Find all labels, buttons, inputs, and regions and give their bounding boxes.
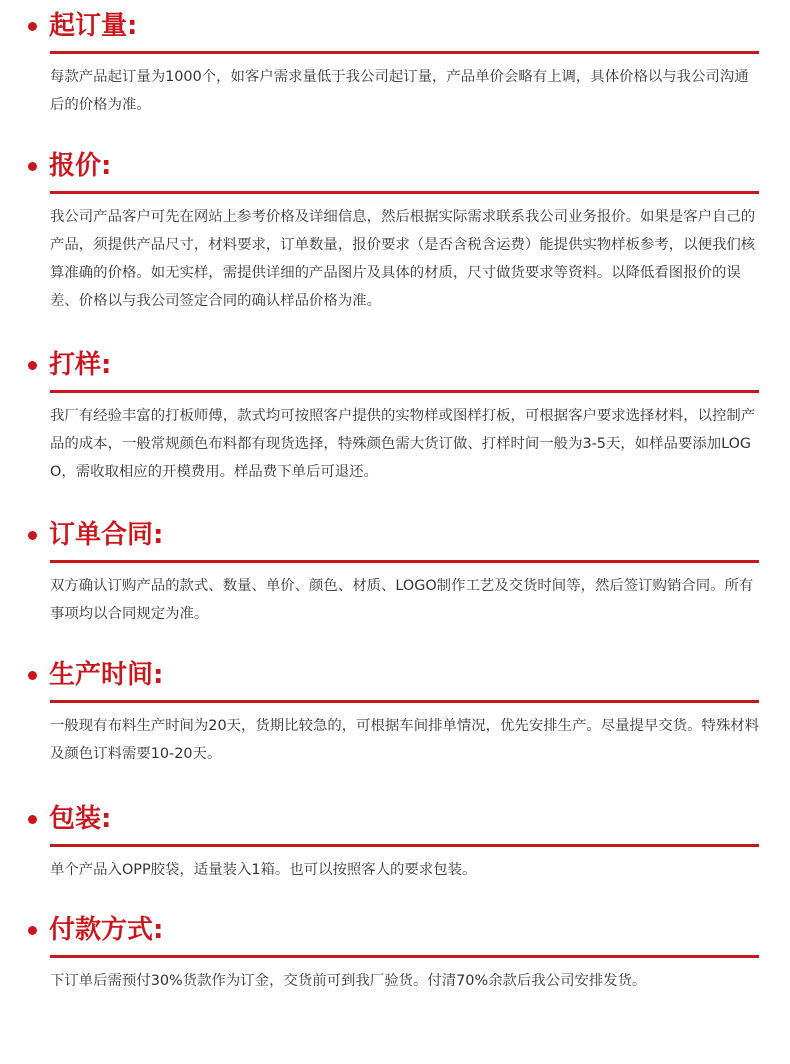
divider <box>50 955 759 958</box>
section-text: 我厂有经验丰富的打板师傅，款式均可按照客户提供的实物样或图样打板，可根据客户要求选择材料，以控制产品的成本，一般常规颜色布料都有现货选择，特殊颜色需大货订做、打样时间一般为3-5天，如样品要添加LOGO，需收取相应的开模费用。样品费下单后可退还。 <box>50 408 756 480</box>
section-title: 包装: <box>49 804 112 834</box>
section-title: 生产时间: <box>49 660 164 690</box>
bullet-icon <box>28 815 37 824</box>
section-heading <box>28 802 111 836</box>
bullet-icon <box>28 926 37 935</box>
divider <box>50 560 759 563</box>
section-text: 下订单后需预付30%货款作为订金，交货前可到我厂验货。付清70%余款后我公司安排发货。 <box>50 973 647 989</box>
section-text: 一般现有布料生产时间为20天，货期比较急的，可根据车间排单情况，优先安排生产。尽量提早交货。特殊材料及颜色订料需要10-20天。 <box>50 718 760 762</box>
divider <box>50 390 759 393</box>
bullet-icon <box>28 22 37 31</box>
section-title: 起订量: <box>49 11 138 41</box>
bullet-icon <box>28 671 37 680</box>
divider <box>50 191 759 194</box>
divider <box>50 51 759 54</box>
section-title: 订单合同: <box>49 520 164 550</box>
section-heading <box>28 348 111 382</box>
bullet-icon <box>28 531 37 540</box>
section-heading <box>28 913 163 947</box>
section-title: 报价: <box>49 151 112 181</box>
section-heading <box>28 518 163 552</box>
section-title: 付款方式: <box>49 915 164 945</box>
bullet-icon <box>28 162 37 171</box>
section-text: 我公司产品客户可先在网站上参考价格及详细信息，然后根据实际需求联系我公司业务报价。如果是客户自己的产品，须提供产品尺寸，材料要求，订单数量，报价要求（是否含税含运费）能提供实物样板参考，以便我们核算准确的价格。如无实样，需提供详细的产品图片及具体的材质，尺寸做货要求等资料。以降低看图报价的误差、价格以与我公司签定合同的确认样品价格为准。 <box>50 209 756 309</box>
bullet-icon <box>28 361 37 370</box>
divider <box>50 700 759 703</box>
section-text: 单个产品入OPP胶袋，适量装入1箱。也可以按照客人的要求包装。 <box>50 862 477 878</box>
section-heading <box>28 149 111 183</box>
section-title: 打样: <box>49 350 112 380</box>
divider <box>50 844 759 847</box>
section-text: 每款产品起订量为1000个，如客户需求量低于我公司起订量，产品单价会略有上调，具体价格以与我公司沟通后的价格为准。 <box>50 69 749 113</box>
section-heading <box>28 658 163 692</box>
section-heading <box>28 9 137 43</box>
section-text: 双方确认订购产品的款式、数量、单价、颜色、材质、LOGO制作工艺及交货时间等，然后签订购销合同。所有事项均以合同规定为准。 <box>50 578 754 622</box>
